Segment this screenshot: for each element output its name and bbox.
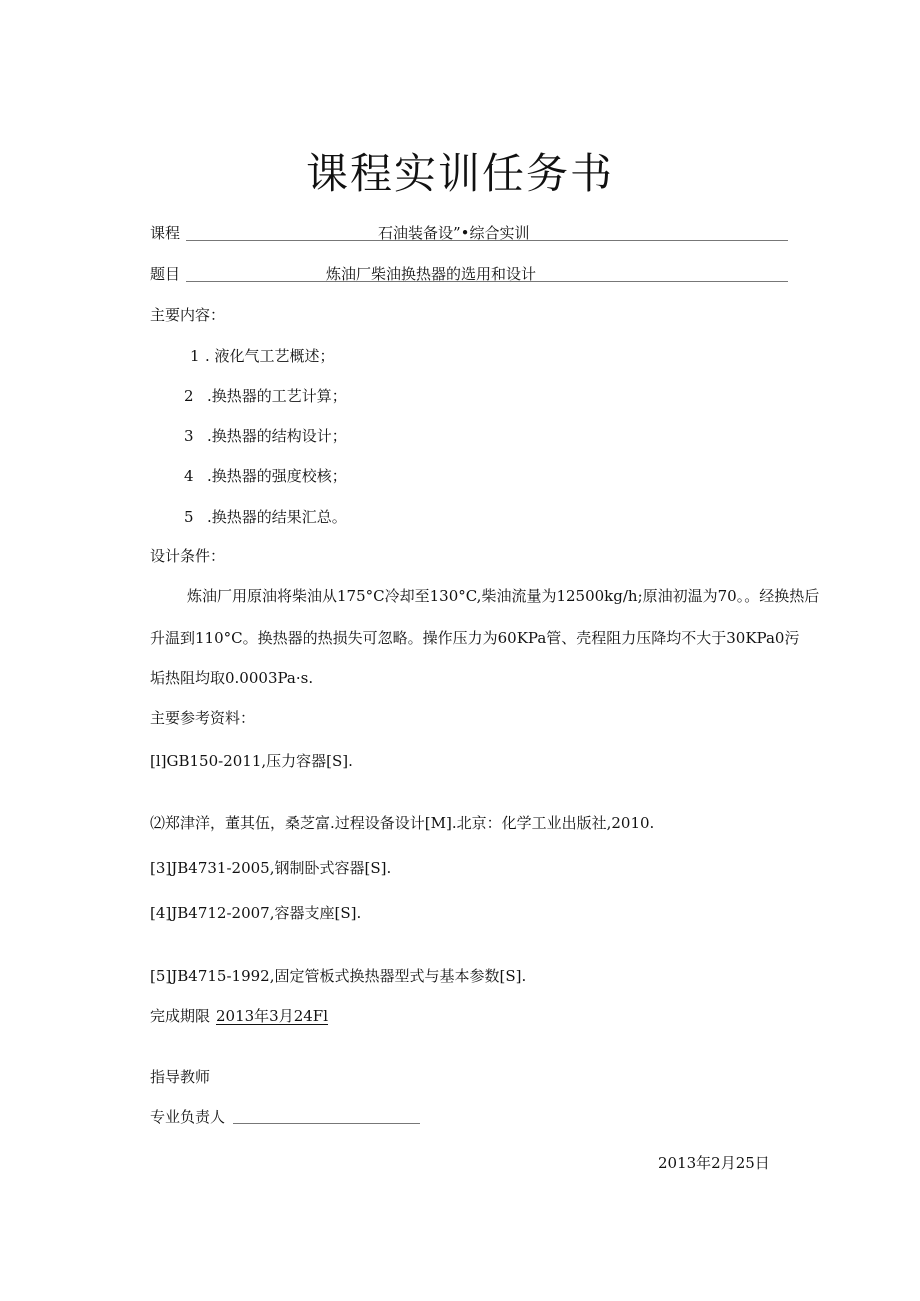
main-content-item-1-text: . 液化气工艺概述； xyxy=(205,347,335,365)
references-heading: 主要参考资料： xyxy=(150,709,256,727)
design-conditions-line-2: 升温到110°C。换热器的热损失可忽略。操作压力为60KPa管、壳程阻力压降均不大于30KPa0污 xyxy=(150,629,800,647)
main-content-heading: 主要内容： xyxy=(150,306,226,324)
major-head-label: 专业负责人 xyxy=(150,1108,226,1126)
course-value: 石油装备设”•综合实训 xyxy=(378,224,530,242)
main-content-item-4-text: .换热器的强度校核； xyxy=(207,467,347,485)
main-content-item-5-num: 5 xyxy=(184,508,194,526)
main-content-item-2-text: .换热器的工艺计算； xyxy=(207,387,347,405)
deadline-value: 2013年3月24Fl xyxy=(216,1007,329,1025)
main-content-item-3-text: .换热器的结构设计； xyxy=(207,427,347,445)
reference-item-2: ⑵郑津洋，董其伍，桑芝富.过程设备设计[M].北京：化学工业出版社,2010. xyxy=(150,814,655,832)
reference-item-5: [5]JB4715-1992,固定管板式换热器型式与基本参数[S]. xyxy=(150,967,527,985)
instructor-label: 指导教师 xyxy=(150,1068,211,1086)
topic-label: 题目 xyxy=(150,265,181,283)
main-content-item-5-text: .换热器的结果汇总。 xyxy=(207,508,347,526)
reference-item-3: [3]JB4731-2005,钢制卧式容器[S]. xyxy=(150,859,392,877)
main-content-item-1-num: 1 xyxy=(190,347,200,365)
design-conditions-line-1: 炼油厂用原油将柴油从175°C冷却至130°C,柴油流量为12500kg/h;原油初温为70。。经换热后 xyxy=(187,587,820,605)
reference-item-4: [4]JB4712-2007,容器支座[S]. xyxy=(150,904,362,922)
main-content-item-2-num: 2 xyxy=(184,387,194,405)
main-content-item-4-num: 4 xyxy=(184,467,194,485)
reference-item-1: [l]GB150-2011,压力容器[S]. xyxy=(150,752,353,770)
design-conditions-heading: 设计条件： xyxy=(150,547,226,565)
course-label: 课程 xyxy=(150,224,181,242)
topic-value: 炼油厂柴油换热器的选用和设计 xyxy=(326,265,537,283)
deadline-label: 完成期限 xyxy=(150,1007,211,1025)
document-title: 课程实训任务书 xyxy=(305,149,614,198)
design-conditions-line-3: 垢热阻均取0.0003Pa·s. xyxy=(150,669,314,687)
major-head-signature-line xyxy=(233,1123,420,1124)
document-date: 2013年2月25日 xyxy=(658,1154,770,1172)
main-content-item-3-num: 3 xyxy=(184,427,194,445)
